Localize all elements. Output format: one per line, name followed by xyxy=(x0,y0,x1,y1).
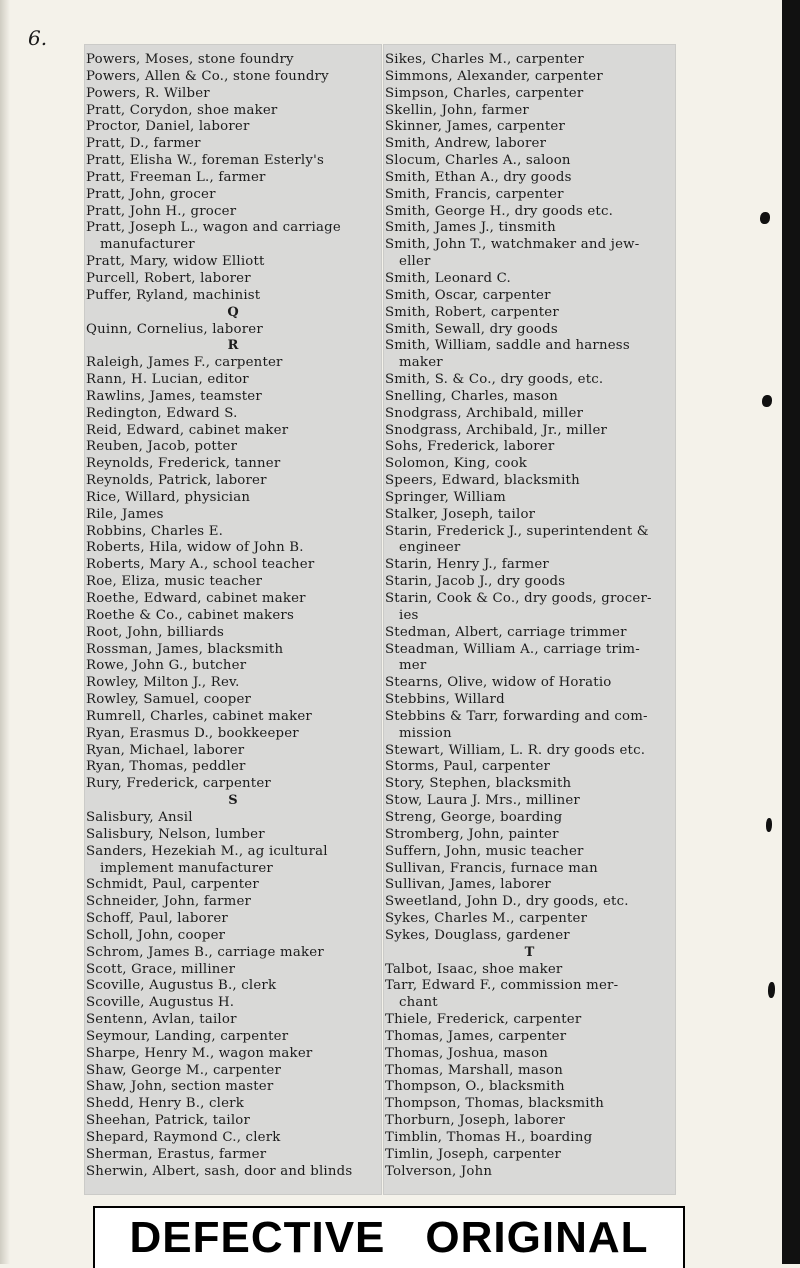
directory-entry: Snelling, Charles, mason xyxy=(385,388,558,404)
ink-blot xyxy=(768,982,775,998)
directory-entry: Smith, Oscar, carpenter xyxy=(385,287,551,303)
banner-word-defective: DEFECTIVE xyxy=(129,1213,386,1262)
directory-entry: Shedd, Henry B., clerk xyxy=(86,1096,244,1112)
directory-entry: Stewart, William, L. R. dry goods etc. xyxy=(385,742,646,758)
directory-entry: Sherman, Erastus, farmer xyxy=(86,1146,267,1162)
directory-entry: Powers, Allen & Co., stone foundry xyxy=(86,68,329,84)
directory-entry: Robbins, Charles E. xyxy=(86,523,224,539)
directory-entry: Streng, George, boarding xyxy=(385,809,563,825)
directory-entry: Springer, William xyxy=(385,489,506,505)
directory-entry: Rumrell, Charles, cabinet maker xyxy=(86,708,312,724)
directory-entry: Snodgrass, Archibald, Jr., miller xyxy=(385,422,608,438)
directory-entry: Schoff, Paul, laborer xyxy=(86,911,228,927)
directory-entry: Slocum, Charles A., saloon xyxy=(385,153,571,169)
directory-entry: Pratt, John, grocer xyxy=(86,186,216,202)
directory-entry: Shepard, Raymond C., clerk xyxy=(86,1130,281,1145)
banner-word-original: ORIGINAL xyxy=(425,1213,649,1262)
directory-entry: Redington, Edward S. xyxy=(86,405,238,421)
section-letter: S xyxy=(228,793,238,809)
directory-entry: Schmidt, Paul, carpenter xyxy=(86,877,259,893)
defective-original-banner xyxy=(93,1206,685,1268)
directory-entry: Raleigh, James F., carpenter xyxy=(86,355,283,371)
directory-entry: Roe, Eliza, music teacher xyxy=(86,574,263,590)
directory-entry: Thomas, Joshua, mason xyxy=(385,1045,549,1061)
section-letter: T xyxy=(524,944,535,960)
directory-entry: Thompson, O., blacksmith xyxy=(385,1079,565,1095)
directory-entry: Starin, Cook & Co., dry goods, grocer- xyxy=(385,591,652,606)
directory-entry: Smith, Ethan A., dry goods xyxy=(385,169,572,185)
directory-entry: Sikes, Charles M., carpenter xyxy=(385,52,584,67)
directory-entry: Sohs, Frederick, laborer xyxy=(385,439,555,455)
directory-entry: chant xyxy=(399,995,438,1011)
directory-entry: Sheehan, Patrick, tailor xyxy=(86,1113,251,1129)
directory-entry: Rowley, Milton J., Rev. xyxy=(86,675,240,691)
directory-entry: Smith, S. & Co., dry goods, etc. xyxy=(385,372,604,388)
directory-entry: Snodgrass, Archibald, miller xyxy=(385,405,584,421)
directory-entry: Scoville, Augustus H. xyxy=(86,995,235,1011)
directory-entry: maker xyxy=(399,355,443,371)
directory-entry: Smith, Robert, carpenter xyxy=(385,304,559,320)
directory-entry: Stebbins & Tarr, forwarding and com- xyxy=(385,708,648,724)
directory-entry: Smith, Andrew, laborer xyxy=(385,136,547,152)
directory-entry: Powers, R. Wilber xyxy=(86,85,210,101)
directory-entry: Reynolds, Frederick, tanner xyxy=(86,456,281,472)
directory-entry: Ryan, Thomas, peddler xyxy=(86,759,246,775)
directory-entry: Timblin, Thomas H., boarding xyxy=(385,1130,593,1145)
directory-entry: Storms, Paul, carpenter xyxy=(385,759,551,775)
directory-entry: Pratt, John H., grocer xyxy=(86,203,237,219)
directory-entry: Rossman, James, blacksmith xyxy=(86,641,284,657)
directory-entry: Stromberg, John, painter xyxy=(385,826,559,842)
directory-entry: Quinn, Cornelius, laborer xyxy=(86,321,263,337)
directory-entry: Skellin, John, farmer xyxy=(385,102,529,118)
ink-blot xyxy=(762,395,772,407)
left-column xyxy=(84,44,382,1195)
directory-entry: implement manufacturer xyxy=(100,860,273,876)
directory-entry: Reuben, Jacob, potter xyxy=(86,439,238,455)
right-column xyxy=(383,44,676,1195)
scan-left-edge xyxy=(0,0,10,1264)
directory-entry: Rury, Frederick, carpenter xyxy=(86,776,271,792)
directory-entry: Purcell, Robert, laborer xyxy=(86,270,251,286)
directory-entry: Proctor, Daniel, laborer xyxy=(86,119,250,135)
directory-entry: Pratt, Mary, widow Elliott xyxy=(86,254,265,270)
directory-entry: Rice, Willard, physician xyxy=(86,489,251,505)
directory-entry: Sharpe, Henry M., wagon maker xyxy=(86,1045,313,1061)
directory-entry: Sweetland, John D., dry goods, etc. xyxy=(385,894,629,910)
directory-entry: Puffer, Ryland, machinist xyxy=(86,287,261,303)
page-number: 6. xyxy=(28,26,48,50)
directory-entry: Stedman, Albert, carriage trimmer xyxy=(385,624,627,640)
directory-entry: Reid, Edward, cabinet maker xyxy=(86,422,289,438)
directory-entry: Scholl, John, cooper xyxy=(86,927,226,943)
directory-entry: Rowe, John G., butcher xyxy=(86,658,247,674)
directory-entry: Sykes, Charles M., carpenter xyxy=(385,911,588,927)
directory-entry: engineer xyxy=(399,540,461,556)
directory-entry: Thomas, James, carpenter xyxy=(385,1028,567,1044)
directory-entry: Rile, James xyxy=(86,506,164,522)
directory-entry: Smith, John T., watchmaker and jew- xyxy=(385,237,640,253)
directory-entry: Tolverson, John xyxy=(385,1163,493,1179)
directory-entry: Starin, Henry J., farmer xyxy=(385,557,549,573)
directory-entry: Rowley, Samuel, cooper xyxy=(86,692,252,708)
directory-entry: Skinner, James, carpenter xyxy=(385,119,566,135)
directory-entry: Salisbury, Ansil xyxy=(86,809,193,825)
directory-entry: mer xyxy=(399,658,427,674)
directory-entry: manufacturer xyxy=(100,237,195,253)
directory-entry: Story, Stephen, blacksmith xyxy=(385,776,572,792)
directory-entry: Schneider, John, farmer xyxy=(86,894,252,910)
directory-entry: Timlin, Joseph, carpenter xyxy=(385,1146,562,1162)
directory-entry: Rann, H. Lucian, editor xyxy=(86,372,249,388)
directory-entry: Stearns, Olive, widow of Horatio xyxy=(385,675,612,691)
directory-entry: Scoville, Augustus B., clerk xyxy=(86,978,277,994)
directory-entry: Schrom, James B., carriage maker xyxy=(86,944,324,960)
directory-entry: Talbot, Isaac, shoe maker xyxy=(385,961,563,977)
directory-entry: Sentenn, Avlan, tailor xyxy=(86,1012,237,1028)
directory-entry: Sullivan, James, laborer xyxy=(385,877,551,893)
directory-entry: Ryan, Michael, laborer xyxy=(86,742,245,758)
directory-entry: ies xyxy=(399,607,419,623)
directory-entry: Shaw, George M., carpenter xyxy=(86,1062,282,1078)
directory-entry: Scott, Grace, milliner xyxy=(86,961,236,977)
directory-entry: Tarr, Edward F., commission mer- xyxy=(385,978,619,994)
directory-entry: Solomon, King, cook xyxy=(385,456,528,472)
directory-entry: Powers, Moses, stone foundry xyxy=(86,52,294,67)
directory-entry: Seymour, Landing, carpenter xyxy=(86,1028,289,1044)
directory-entry: Thompson, Thomas, blacksmith xyxy=(385,1096,605,1112)
directory-entry: Sullivan, Francis, furnace man xyxy=(385,860,598,876)
directory-entry: Smith, Sewall, dry goods xyxy=(385,321,558,337)
directory-entry: Rawlins, James, teamster xyxy=(86,388,262,404)
directory-entry: Smith, Francis, carpenter xyxy=(385,186,564,202)
directory-entry: Smith, George H., dry goods etc. xyxy=(385,203,614,219)
directory-entry: Root, John, billiards xyxy=(86,624,225,640)
directory-entry: Stebbins, Willard xyxy=(385,692,505,708)
directory-entry: Roethe, Edward, cabinet maker xyxy=(86,591,306,606)
directory-entry: Pratt, Freeman L., farmer xyxy=(86,169,266,185)
directory-entry: Starin, Frederick J., superintendent & xyxy=(385,523,649,539)
directory-entry: Roethe & Co., cabinet makers xyxy=(86,607,294,623)
directory-entry: Simmons, Alexander, carpenter xyxy=(385,68,603,84)
directory-entry: eller xyxy=(399,254,431,270)
directory-entry: Reynolds, Patrick, laborer xyxy=(86,473,267,489)
directory-entry: Pratt, Elisha W., foreman Esterly's xyxy=(86,153,324,169)
directory-entry: Starin, Jacob J., dry goods xyxy=(385,574,566,590)
directory-entry: Sherwin, Albert, sash, door and blinds xyxy=(86,1163,353,1179)
directory-entry: Pratt, D., farmer xyxy=(86,136,201,152)
directory-entry: Steadman, William A., carriage trim- xyxy=(385,641,640,657)
directory-entry: Thiele, Frederick, carpenter xyxy=(385,1012,582,1028)
directory-entry: Stalker, Joseph, tailor xyxy=(385,506,536,522)
directory-entry: Roberts, Hila, widow of John B. xyxy=(86,540,304,556)
directory-entry: Sykes, Douglass, gardener xyxy=(385,927,570,943)
directory-entry: Sanders, Hezekiah M., ag icultural xyxy=(86,843,328,859)
directory-entry: Smith, James J., tinsmith xyxy=(385,220,556,236)
directory-entry: Smith, William, saddle and harness xyxy=(385,338,630,354)
directory-entry: Simpson, Charles, carpenter xyxy=(385,85,584,101)
directory-entry: Pratt, Joseph L., wagon and carriage xyxy=(86,220,341,236)
directory-entry: mission xyxy=(399,725,452,741)
directory-entry: Thomas, Marshall, mason xyxy=(385,1062,563,1078)
directory-entry: Smith, Leonard C. xyxy=(385,270,511,286)
ink-blot xyxy=(766,818,772,832)
scan-right-strip xyxy=(776,0,800,1264)
directory-entry: Salisbury, Nelson, lumber xyxy=(86,826,265,842)
directory-entry: Roberts, Mary A., school teacher xyxy=(86,557,315,573)
section-letter: Q xyxy=(227,304,239,320)
directory-entry: Speers, Edward, blacksmith xyxy=(385,473,580,489)
section-letter: R xyxy=(227,338,239,354)
directory-entry: Thorburn, Joseph, laborer xyxy=(385,1113,566,1129)
directory-entry: Shaw, John, section master xyxy=(86,1079,274,1095)
directory-entry: Ryan, Erasmus D., bookkeeper xyxy=(86,725,299,741)
ink-blot xyxy=(760,212,770,224)
directory-entry: Stow, Laura J. Mrs., milliner xyxy=(385,793,580,809)
directory-entry: Suffern, John, music teacher xyxy=(385,843,584,859)
directory-entry: Pratt, Corydon, shoe maker xyxy=(86,102,278,118)
